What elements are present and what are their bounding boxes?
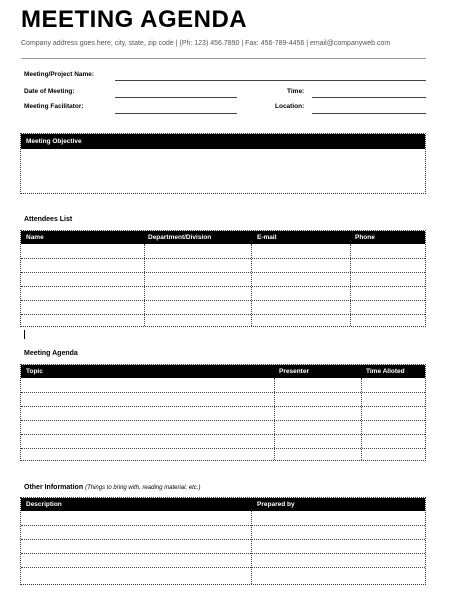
location-label: Location: <box>275 103 305 110</box>
table-row[interactable] <box>21 434 425 435</box>
other-col-description: Description <box>26 501 62 508</box>
meeting-date-label: Date of Meeting: <box>24 88 75 95</box>
table-row[interactable] <box>21 406 425 407</box>
other-section-title-text: Other Information <box>24 484 84 491</box>
agenda-col-topic: Topic <box>26 368 43 375</box>
header-rule <box>21 58 426 59</box>
table-row[interactable] <box>21 258 425 259</box>
agenda-col-presenter: Presenter <box>279 368 309 375</box>
facilitator-label: Meeting Facilitator: <box>24 103 84 110</box>
other-col-divider <box>251 511 252 584</box>
table-row[interactable] <box>21 272 425 273</box>
table-row[interactable] <box>21 567 425 568</box>
attendees-col-email: E-mail <box>257 234 277 241</box>
agenda-table-header <box>21 365 425 378</box>
attendees-section-title: Attendees List <box>24 216 73 223</box>
objective-header <box>21 134 425 149</box>
attendees-col-name: Name <box>26 234 44 241</box>
project-name-field[interactable] <box>115 80 426 81</box>
other-section-note: (Things to bring with, reading material, etc.) <box>85 485 201 491</box>
table-row[interactable] <box>21 392 425 393</box>
text-cursor <box>24 330 25 339</box>
agenda-col-time-alloted: Time Alloted <box>366 368 405 375</box>
attendees-col-phone: Phone <box>355 234 375 241</box>
attendees-table <box>20 230 426 327</box>
meeting-date-field[interactable] <box>115 97 237 98</box>
project-name-label: Meeting/Project Name: <box>24 71 95 78</box>
objective-box[interactable] <box>20 133 426 194</box>
table-row[interactable] <box>21 420 425 421</box>
table-row[interactable] <box>21 553 425 554</box>
table-row[interactable] <box>21 448 425 449</box>
other-info-table-header <box>21 498 425 511</box>
table-row[interactable] <box>21 286 425 287</box>
table-row[interactable] <box>21 525 425 526</box>
other-section-title <box>24 484 200 491</box>
facilitator-field[interactable] <box>115 113 237 114</box>
location-field[interactable] <box>312 113 426 114</box>
objective-header-label: Meeting Objective <box>26 138 82 145</box>
table-row[interactable] <box>21 539 425 540</box>
attendees-col-department: Department/Division <box>148 234 212 241</box>
time-label: Time: <box>287 88 305 95</box>
company-address: Company address goes here, city, state, zip code | (Ph: 123) 456.7890 | Fax: 456-789-4456 | email@companyweb.com <box>21 40 391 47</box>
time-field[interactable] <box>312 97 426 98</box>
agenda-section-title: Meeting Agenda <box>24 350 78 357</box>
table-row[interactable] <box>21 300 425 301</box>
other-info-table <box>20 497 426 585</box>
other-col-prepared-by: Prepared by <box>257 501 295 508</box>
attendees-table-header <box>21 231 425 244</box>
page-title: MEETING AGENDA <box>21 6 248 33</box>
agenda-table <box>20 364 426 461</box>
table-row[interactable] <box>21 314 425 315</box>
